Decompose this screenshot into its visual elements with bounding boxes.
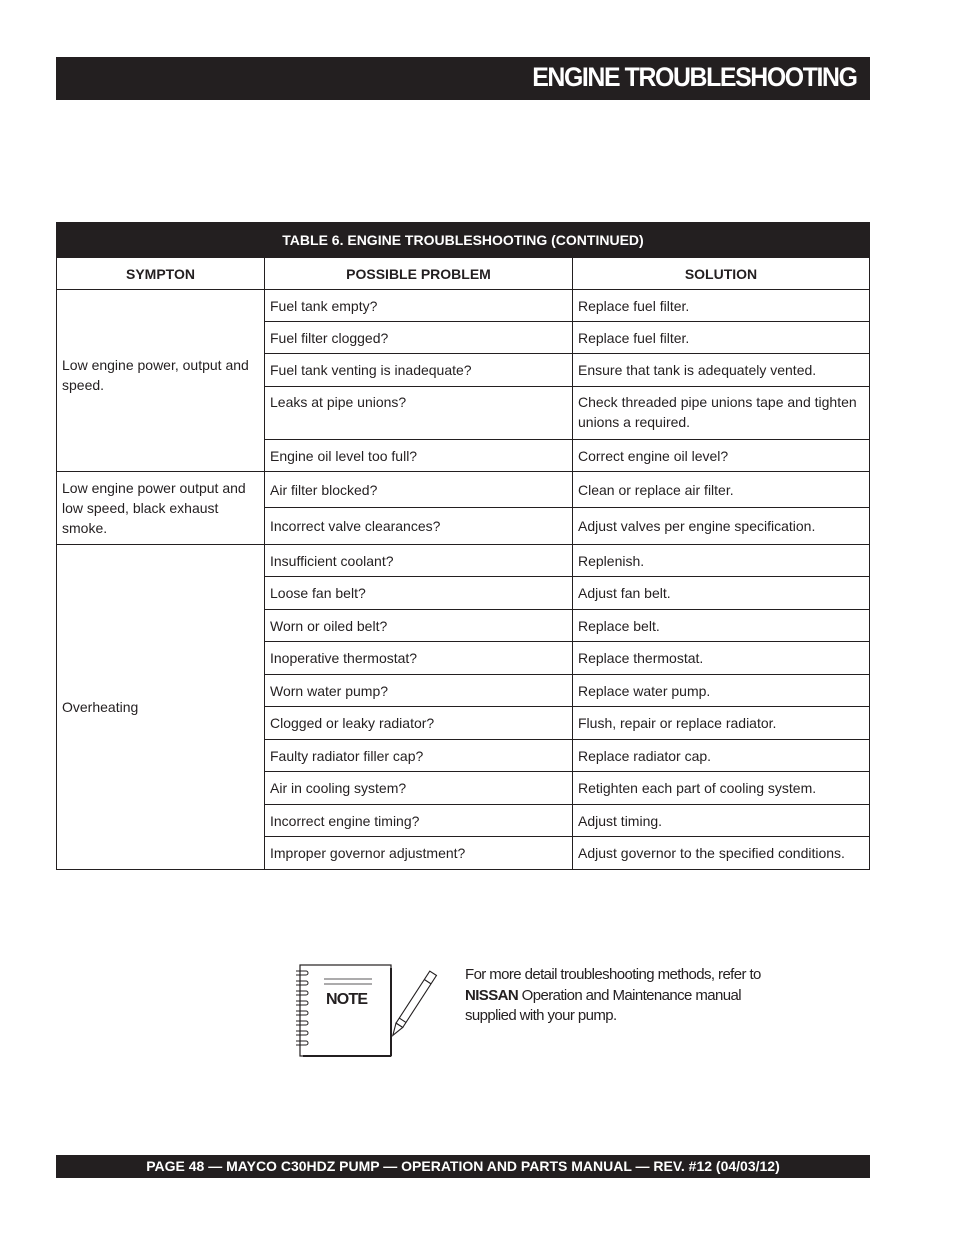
solution-cell: Flush, repair or replace radiator.	[573, 707, 870, 740]
solution-cell: Ensure that tank is adequately vented.	[573, 354, 870, 387]
symptom-cell: Low engine power, output and speed.	[57, 290, 265, 472]
column-header-symptom: SYMPTON	[57, 258, 265, 290]
solution-cell: Replace water pump.	[573, 675, 870, 707]
problem-cell: Faulty radiator filler cap?	[265, 740, 573, 772]
note-text-before: For more detail troubleshooting methods, refer to	[465, 966, 761, 983]
table-caption: TABLE 6. ENGINE TROUBLESHOOTING (CONTINUED)	[57, 223, 870, 258]
problem-cell: Air in cooling system?	[265, 772, 573, 805]
problem-cell: Inoperative thermostat?	[265, 642, 573, 675]
solution-cell: Replace thermostat.	[573, 642, 870, 675]
solution-cell: Replace fuel filter.	[573, 322, 870, 354]
solution-cell: Adjust governor to the specified conditions.	[573, 837, 870, 870]
solution-cell: Correct engine oil level?	[573, 440, 870, 472]
column-header-solution: SOLUTION	[573, 258, 870, 290]
symptom-cell: Low engine power output and low speed, black exhaust smoke.	[57, 472, 265, 545]
page-footer-bar	[56, 1155, 870, 1178]
table-row	[57, 290, 870, 322]
problem-cell: Fuel tank venting is inadequate?	[265, 354, 573, 387]
problem-cell: Worn water pump?	[265, 675, 573, 707]
problem-cell: Leaks at pipe unions?	[265, 387, 573, 440]
problem-cell: Fuel tank empty?	[265, 290, 573, 322]
problem-cell: Insufficient coolant?	[265, 545, 573, 577]
note-label: NOTE	[326, 991, 368, 1008]
solution-cell: Replace fuel filter.	[573, 290, 870, 322]
problem-cell: Air filter blocked?	[265, 472, 573, 508]
problem-cell: Fuel filter clogged?	[265, 322, 573, 354]
page-footer-text: PAGE 48 — MAYCO C30HDZ PUMP — OPERATION AND PARTS MANUAL — REV. #12 (04/03/12)	[146, 1158, 780, 1174]
solution-cell: Replace belt.	[573, 610, 870, 642]
problem-cell: Worn or oiled belt?	[265, 610, 573, 642]
problem-cell: Clogged or leaky radiator?	[265, 707, 573, 740]
solution-cell: Adjust fan belt.	[573, 577, 870, 610]
problem-cell: Loose fan belt?	[265, 577, 573, 610]
notepad-pencil-icon	[290, 960, 460, 1060]
troubleshooting-table	[56, 222, 870, 870]
solution-cell: Retighten each part of cooling system.	[573, 772, 870, 805]
solution-cell: Check threaded pipe unions tape and tighten unions a required.	[573, 387, 870, 440]
solution-cell: Replenish.	[573, 545, 870, 577]
problem-cell: Incorrect valve clearances?	[265, 508, 573, 545]
note-text-after: Operation and Maintenance manual supplied with your pump.	[465, 986, 741, 1024]
problem-cell: Engine oil level too full?	[265, 440, 573, 472]
page-title: ENGINE TROUBLESHOOTING	[532, 62, 857, 92]
column-header-problem: POSSIBLE PROBLEM	[265, 258, 573, 290]
solution-cell: Replace radiator cap.	[573, 740, 870, 772]
page-header-bar	[56, 57, 870, 100]
note-text	[465, 965, 775, 1027]
table-row	[57, 472, 870, 508]
solution-cell: Adjust valves per engine specification.	[573, 508, 870, 545]
symptom-cell: Overheating	[57, 545, 265, 870]
solution-cell: Adjust timing.	[573, 805, 870, 837]
solution-cell: Clean or replace air filter.	[573, 472, 870, 508]
problem-cell: Incorrect engine timing?	[265, 805, 573, 837]
note-brand: NISSAN	[465, 986, 519, 1004]
problem-cell: Improper governor adjustment?	[265, 837, 573, 870]
table-row	[57, 545, 870, 577]
